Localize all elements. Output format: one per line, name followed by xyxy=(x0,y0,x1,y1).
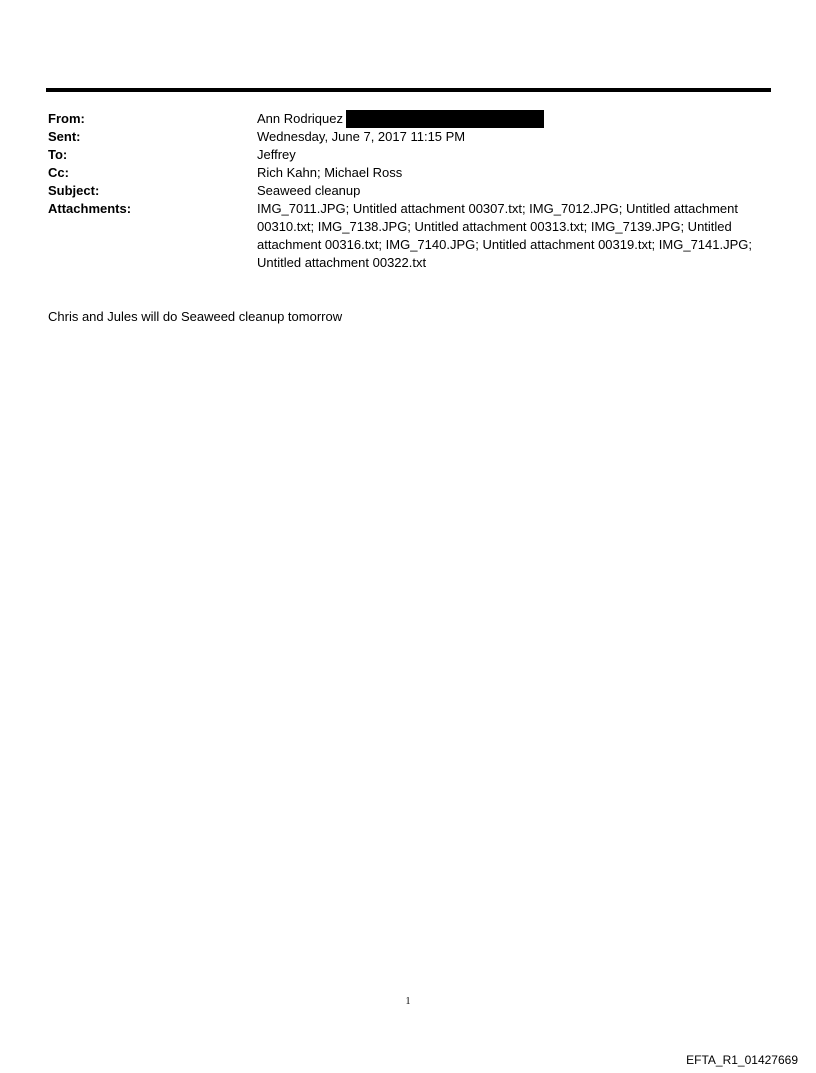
sent-label: Sent: xyxy=(48,129,81,144)
cc-label: Cc: xyxy=(48,165,69,180)
sent-row xyxy=(48,128,768,146)
cc-value: Rich Kahn; Michael Ross xyxy=(257,165,403,180)
attachments-label: Attachments: xyxy=(48,201,132,216)
subject-value: Seaweed cleanup xyxy=(257,183,361,198)
from-value-container xyxy=(257,110,768,128)
from-label: From: xyxy=(48,111,85,126)
subject-label: Subject: xyxy=(48,183,100,198)
header-rule xyxy=(46,88,771,92)
attachments-line: attachment 00316.txt; IMG_7140.JPG; Untitled attachment 00319.txt; IMG_7141.JPG; xyxy=(257,237,752,252)
from-row xyxy=(48,110,768,128)
page-number: 1 xyxy=(405,996,411,1007)
redaction-box xyxy=(346,110,544,128)
attachments-line: IMG_7011.JPG; Untitled attachment 00307.txt; IMG_7012.JPG; Untitled attachment xyxy=(257,201,739,216)
attachments-value xyxy=(257,200,768,272)
email-header xyxy=(48,110,768,272)
cc-row xyxy=(48,164,768,182)
bates-number: EFTA_R1_01427669 xyxy=(686,1053,798,1067)
attachments-line: 00310.txt; IMG_7138.JPG; Untitled attachment 00313.txt; IMG_7139.JPG; Untitled xyxy=(257,219,732,234)
to-label: To: xyxy=(48,147,68,162)
email-body: Chris and Jules will do Seaweed cleanup tomorrow xyxy=(48,309,343,324)
subject-row xyxy=(48,182,768,200)
attachments-row xyxy=(48,200,768,272)
to-value: Jeffrey xyxy=(257,147,296,162)
from-value: Ann Rodriquez xyxy=(257,111,343,126)
sent-value: Wednesday, June 7, 2017 11:15 PM xyxy=(257,129,466,144)
to-row xyxy=(48,146,768,164)
attachments-line: Untitled attachment 00322.txt xyxy=(257,255,427,270)
